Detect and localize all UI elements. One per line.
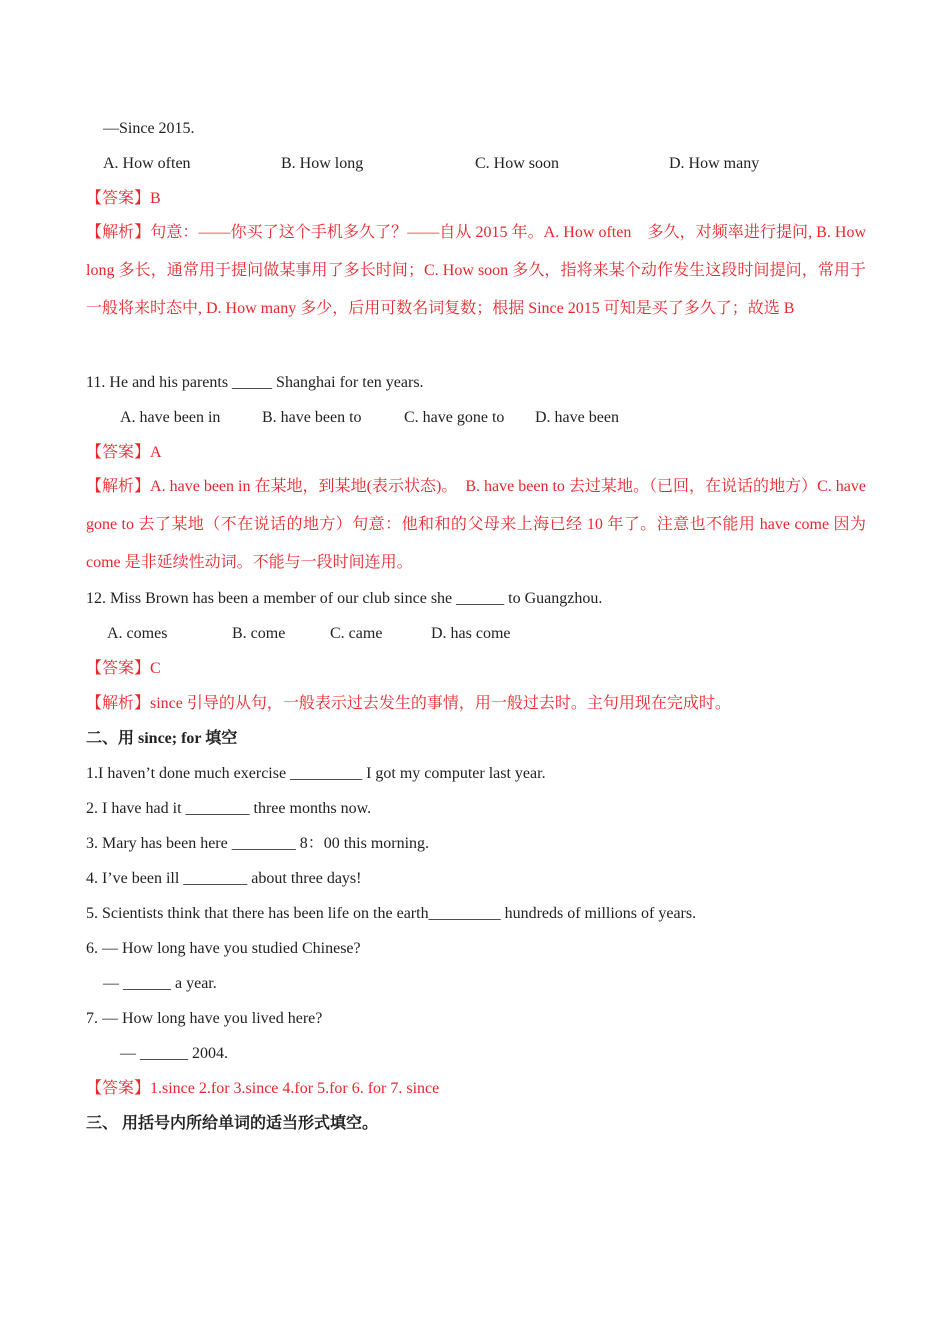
- q11-option-b: B. have been to: [262, 409, 362, 426]
- q11-option-a: A. have been in: [120, 409, 221, 426]
- q12-option-b: B. come: [232, 625, 286, 642]
- section2-item-3: 3. Mary has been here ________ 8：00 this morning.: [86, 835, 430, 852]
- section2-item-4: 4. I’ve been ill ________ about three days!: [86, 870, 362, 887]
- q12-option-a: A. comes: [107, 625, 168, 642]
- section2-item-7-reply: — ______ 2004.: [120, 1045, 228, 1062]
- section2-item-7: 7. — How long have you lived here?: [86, 1010, 323, 1027]
- q12-analysis: 【解析】since 引导的从句，一般表示过去发生的事情，用一般过去时。主句用现在完成时。: [86, 695, 731, 712]
- q11-option-d: D. have been: [535, 409, 619, 426]
- q10-option-a: A. How often: [103, 155, 191, 172]
- section2-answer: 【答案】1.since 2.for 3.since 4.for 5.for 6. for 7. since: [86, 1080, 440, 1097]
- section2-title: 二、用 since; for 填空: [86, 730, 238, 747]
- section2-item-2: 2. I have had it ________ three months now.: [86, 800, 372, 817]
- q10-option-d: D. How many: [669, 155, 760, 172]
- section2-item-6-reply: — ______ a year.: [103, 975, 217, 992]
- q11-option-c: C. have gone to: [404, 409, 505, 426]
- q10-analysis: 【解析】句意：——你买了这个手机多久了？——自从 2015 年。A. How often 多久，对频率进行提问, B. How long 多长，通常用于提问做某事用了多长时间；C. How soon 多久，指将来某个动作发生这段时间提问，常用于一般将来时态中, D. How many 多少，后用可数名词复数；根据 Since 2015 可知是买了多久了；故选 B: [86, 224, 866, 317]
- q11-answer: 【答案】A: [86, 444, 162, 461]
- section2-item-1: 1.I haven’t done much exercise _________ I got my computer last year.: [86, 765, 546, 782]
- q10-option-b: B. How long: [281, 155, 364, 172]
- section2-item-6: 6. — How long have you studied Chinese?: [86, 940, 361, 957]
- q10-option-c: C. How soon: [475, 155, 560, 172]
- q12-question: 12. Miss Brown has been a member of our club since she ______ to Guangzhou.: [86, 590, 603, 607]
- q10-answer: 【答案】B: [86, 190, 161, 207]
- q11-question: 11. He and his parents _____ Shanghai for ten years.: [86, 374, 424, 391]
- q12-option-d: D. has come: [431, 625, 511, 642]
- q10-reply: —Since 2015.: [103, 120, 195, 137]
- q12-option-c: C. came: [330, 625, 383, 642]
- section3-title: 三、 用括号内所给单词的适当形式填空。: [86, 1115, 379, 1132]
- q11-analysis: 【解析】A. have been in 在某地，到某地(表示状态)。 B. have been to 去过某地。（已回，在说话的地方）C. have gone to 去了某地（不在说话的地方）句意：他和和的父母来上海已经 10 年了。注意也不能用 have come 因为 come 是非延续性动词。不能与一段时间连用。: [86, 478, 866, 571]
- q12-answer: 【答案】C: [86, 660, 161, 677]
- section2-item-5: 5. Scientists think that there has been life on the earth_________ hundreds of millions of years.: [86, 905, 697, 922]
